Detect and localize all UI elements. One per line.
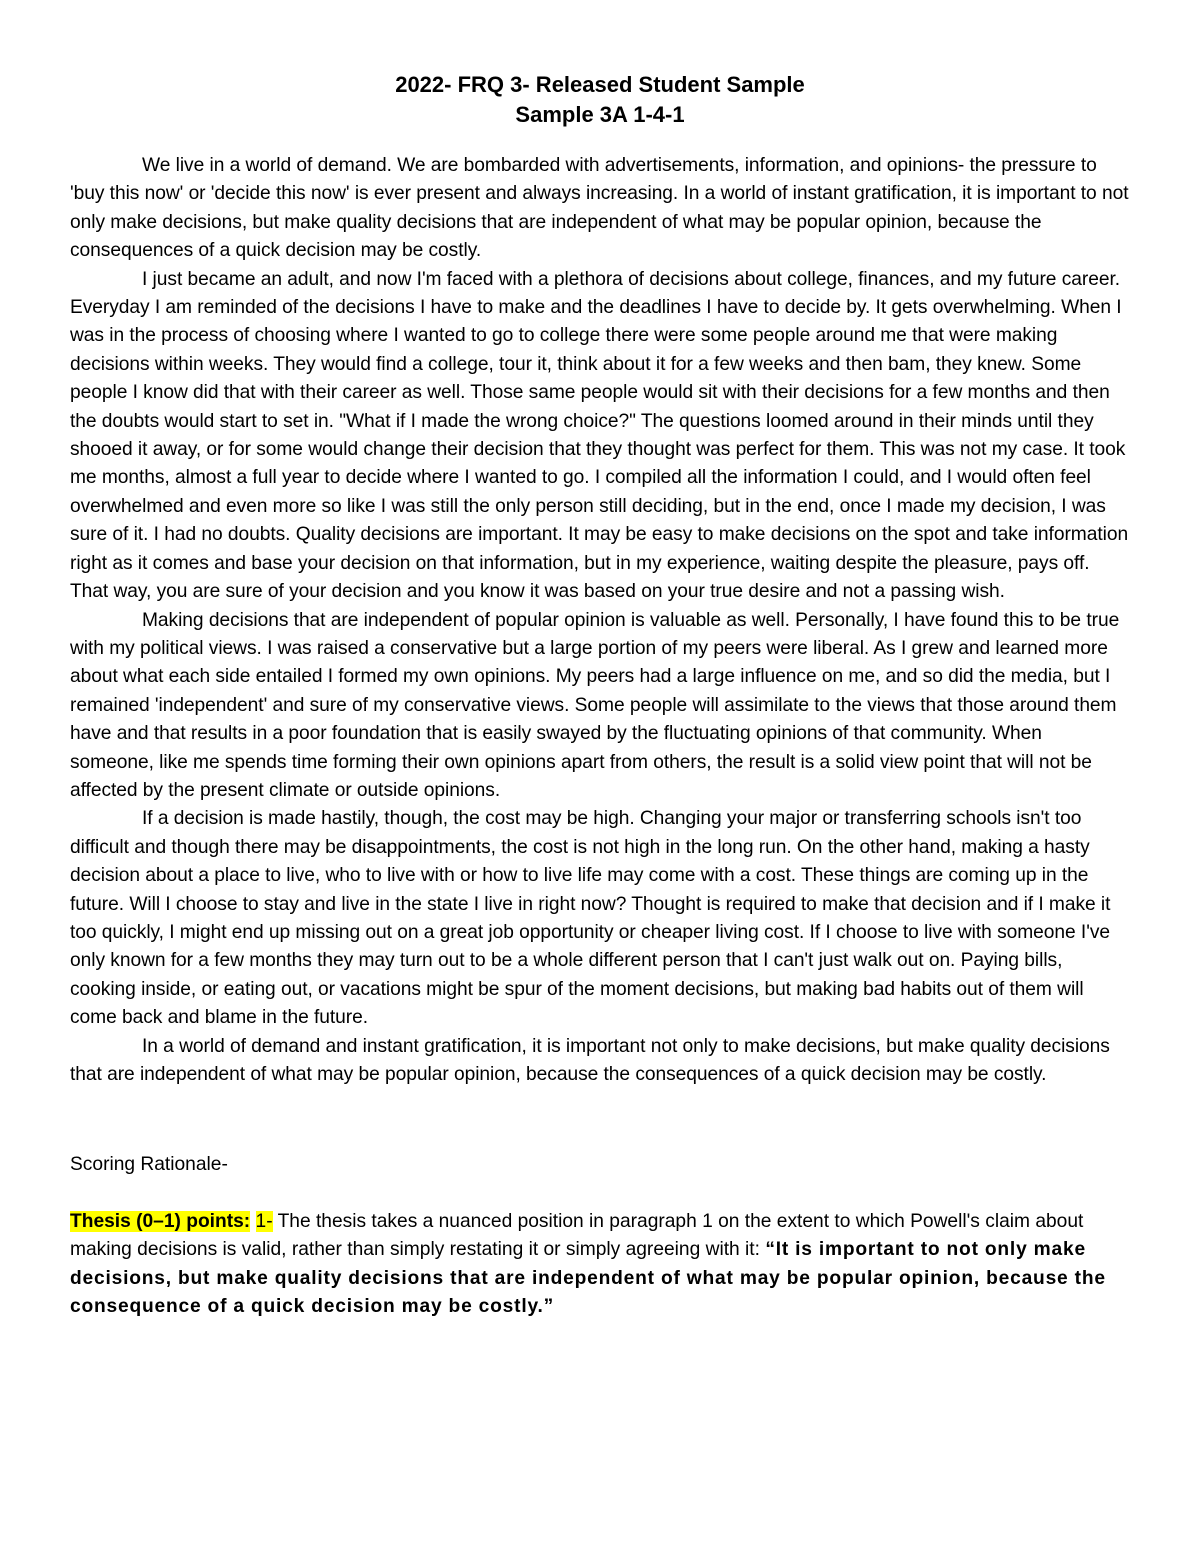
thesis-quote: “It is important to not only make decisions, but make quality decisions that are independent of what may be popular opinion, because the consequence of a quick decision may be costly.” (70, 1239, 1106, 1318)
thesis-rationale (70, 1208, 1130, 1322)
essay-paragraph-1: We live in a world of demand. We are bombarded with advertisements, information, and opinions- the pressure to 'buy this now' or 'decide this now' is ever present and always increasing. In a world of instant gratification, it is important to not only make decisions, but make quality decisions that are independent of what may be popular opinion, because the consequences of a quick decision may be costly. (70, 155, 1129, 262)
scoring-rationale-heading: Scoring Rationale- (70, 1154, 228, 1176)
document-page (70, 70, 1130, 1321)
essay-paragraph-2: I just became an adult, and now I'm faced with a plethora of decisions about college, finances, and my future career. Everyday I am reminded of the decisions I have to make and the deadlines I have to decide by. It gets overwhelming. When I was in the process of choosing where I wanted to go to college there were some people around me that were making decisions within weeks. They would find a college, tour it, think about it for a few weeks and then bam, they knew. Some people I know did that with their career as well. Those same people would sit with their decisions for a few months and then the doubts would start to set in. "What if I made the wrong choice?" The questions loomed around in their minds until they shooed it away, or for some would change their decision that they thought was perfect for them. This was not my case. It took me months, almost a full year to decide where I wanted to go. I compiled all the information I could, and I would often feel overwhelmed and even more so like I was still the only person still deciding, but in the end, once I made my decision, I was sure of it. I had no doubts. Quality decisions are important. It may be easy to make decisions on the spot and take information right as it comes and base your decision on that information, but in my experience, waiting despite the pleasure, pays off. That way, you are sure of your decision and you know it was based on your true desire and not a passing wish. (70, 268, 1129, 603)
document-title: 2022- FRQ 3- Released Student Sample (395, 72, 805, 97)
sample-subtitle: Sample 3A 1-4-1 (515, 102, 685, 127)
thesis-explanation: The thesis takes a nuanced position in paragraph 1 on the extent to which Powell's claim about making decisions is valid, rather than simply restating it or simply agreeing with it: (70, 1210, 1084, 1261)
thesis-label: Thesis (0–1) points: (70, 1210, 251, 1232)
section-gap (70, 1089, 1130, 1151)
essay-paragraph-3: Making decisions that are independent of popular opinion is valuable as well. Personally, I have found this to be true with my political views. I was raised a conservative but a large portion of my peers were liberal. As I grew and learned more about what each side entailed I formed my own opinions. My peers had a large influence on me, and so did the media, but I remained 'independent' and sure of my conservative views. Some people will assimilate to the views that those around them have and that results in a poor foundation that is easily swayed by the fluctuating opinions of that community. When someone, like me spends time forming their own opinions apart from others, the result is a solid view point that will not be affected by the present climate or outside opinions. (70, 609, 1120, 801)
section-gap-small (70, 1180, 1130, 1208)
essay-paragraph-4: If a decision is made hastily, though, the cost may be high. Changing your major or transferring schools isn't too difficult and though there may be disappointments, the cost is not high in the long run. On the other hand, making a hasty decision about a place to live, who to live with or how to live life may come with a cost. These things are coming up in the future. Will I choose to stay and live in the state I live in right now? Thought is required to make that decision and if I make it too quickly, I might end up missing out on a great job opportunity or cheaper living cost. If I choose to live with someone I've only known for a few months they may turn out to be a whole different person that I can't just walk out on. Paying bills, cooking inside, or eating out, or vacations might be spur of the moment decisions, but making bad habits out of them will come back and blame in the future. (70, 808, 1111, 1029)
thesis-score: 1- (255, 1210, 273, 1232)
essay-paragraph-5: In a world of demand and instant gratification, it is important not only to make decisions, but make quality decisions that are independent of what may be popular opinion, because the consequences of a quick decision may be costly. (70, 1035, 1110, 1085)
